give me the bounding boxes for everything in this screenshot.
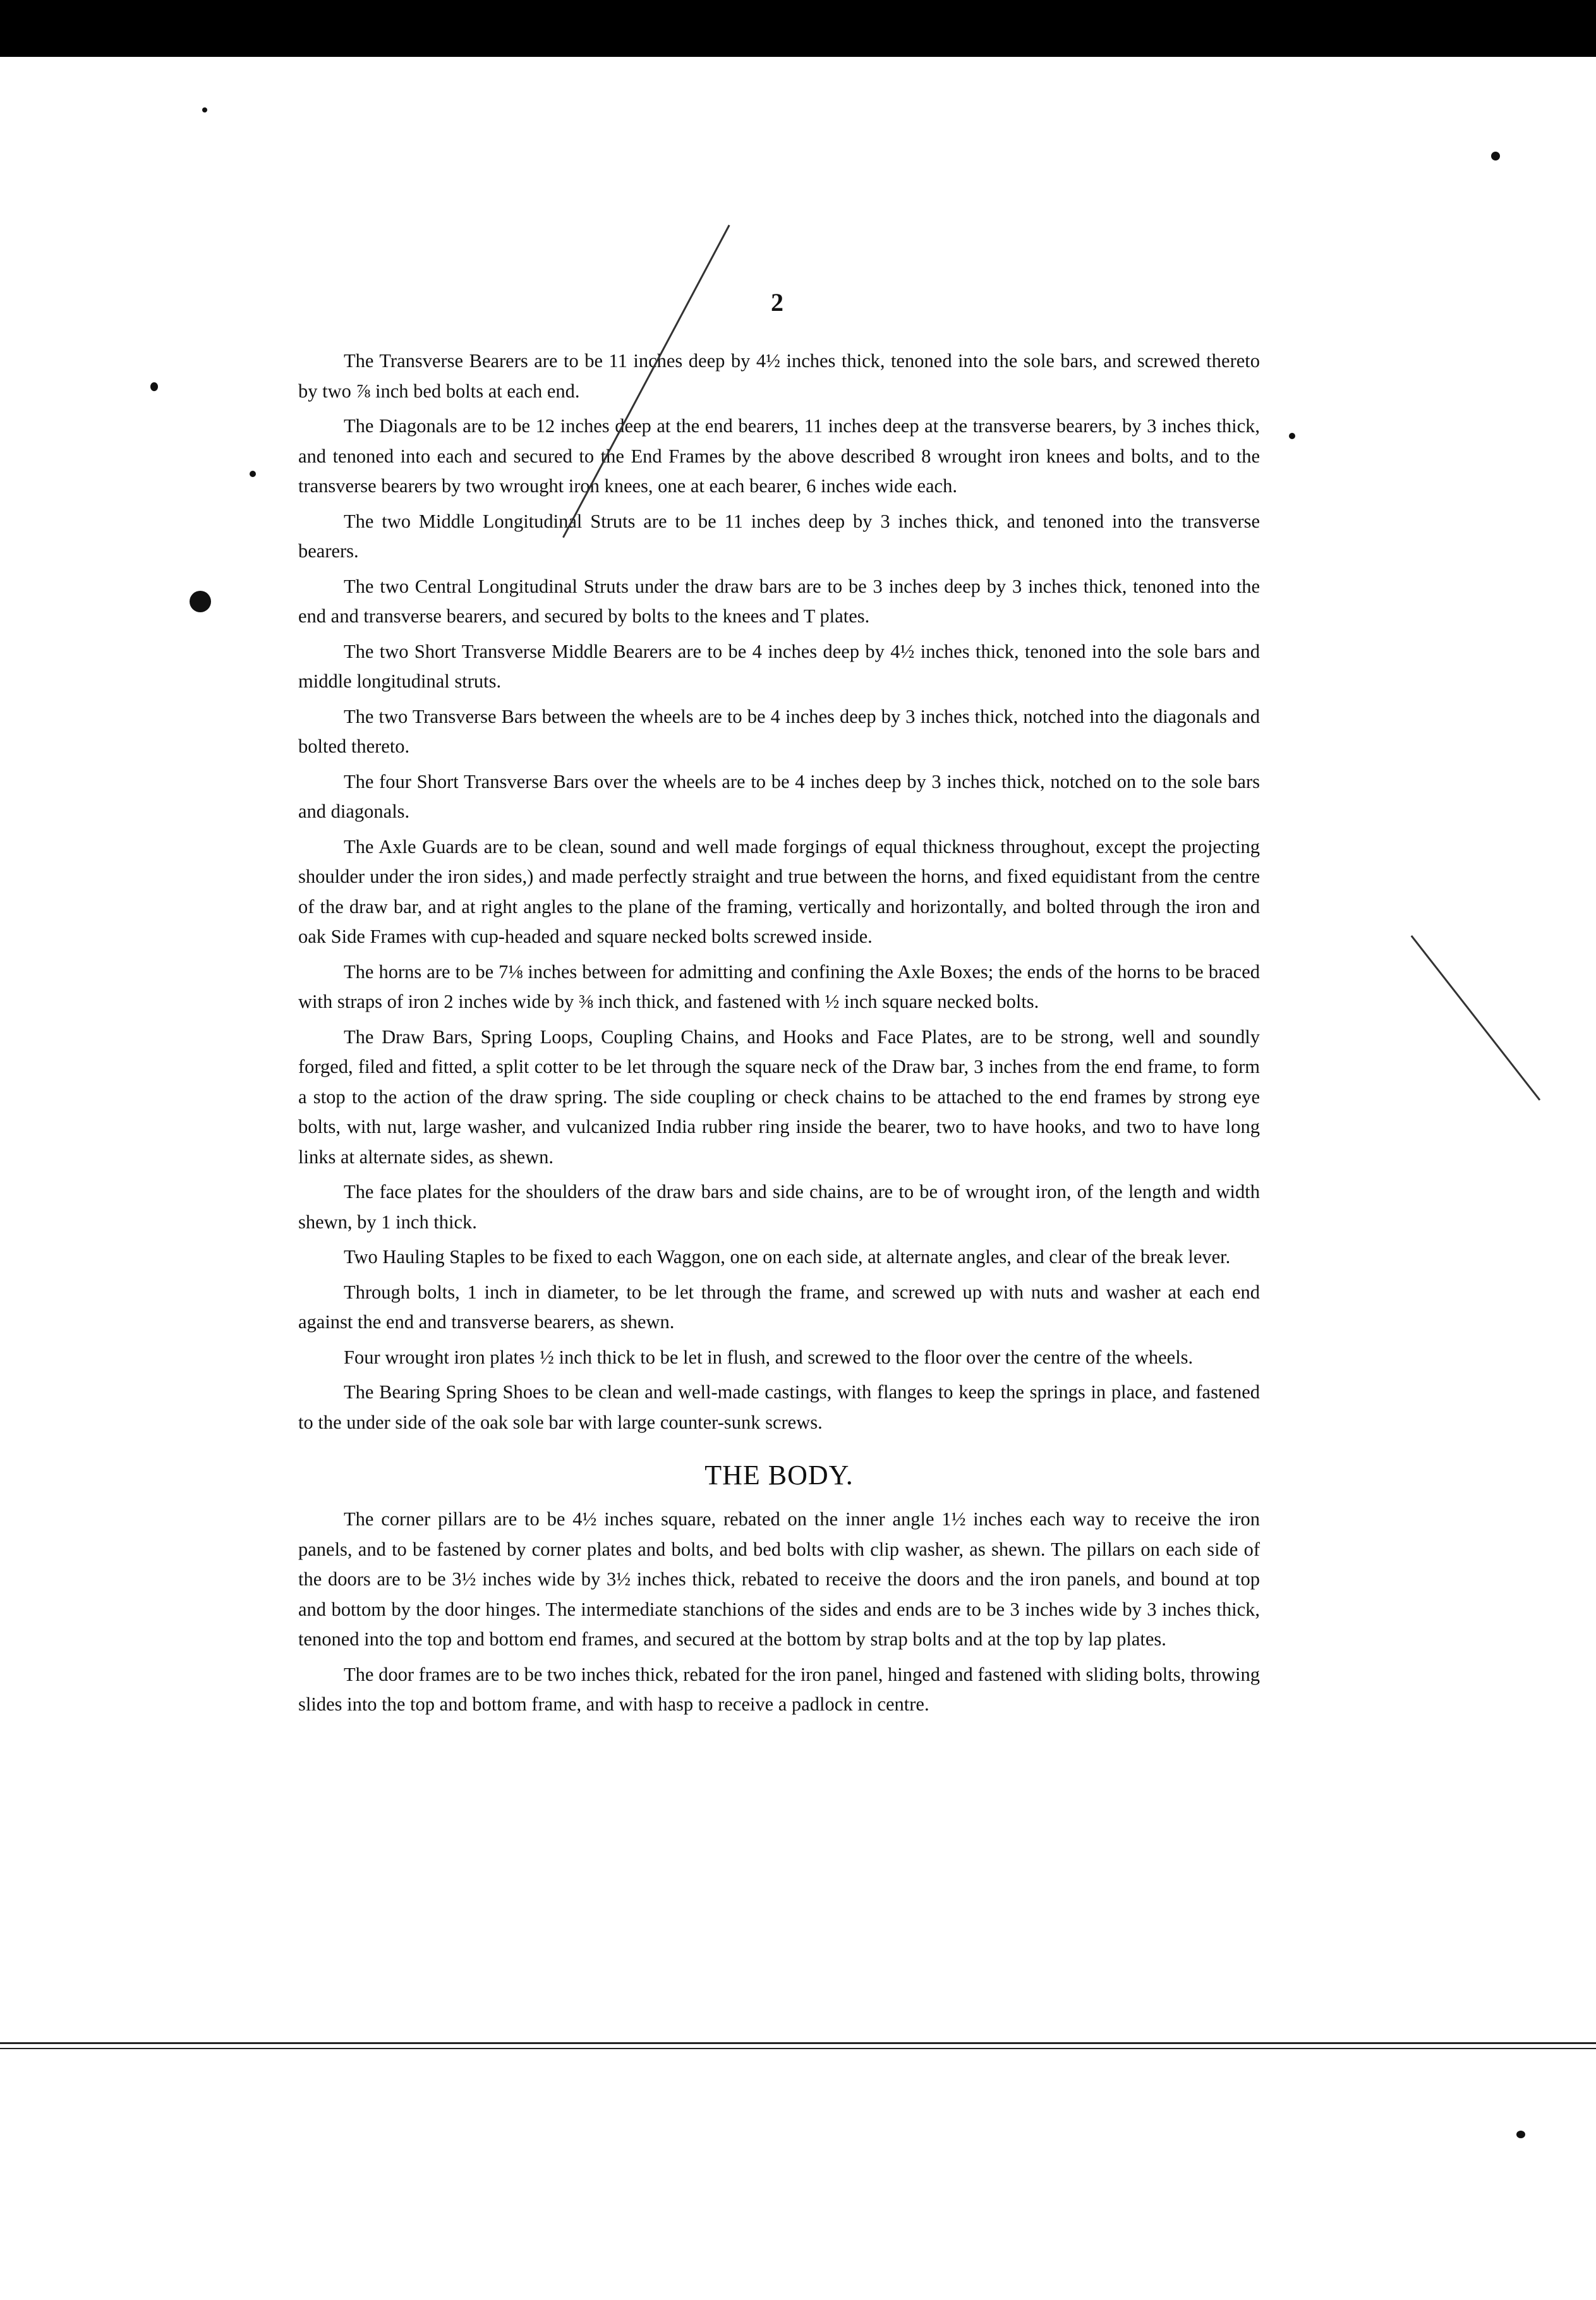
section-heading: THE BODY. bbox=[704, 1460, 854, 1491]
frame-paragraph: The Bearing Spring Shoes to be clean and well-made castings, with flanges to keep the springs in place, and fastened to the under side of the oak sole bar with large counter-sunk screws. bbox=[298, 1381, 1260, 1433]
bottom-rule-secondary bbox=[0, 2048, 1596, 2049]
body-paragraph: The door frames are to be two inches thick, rebated for the iron panel, hinged and fastened with sliding bolts, throwing slides into the top and bottom frame, and with hasp to receive a padlock in centre. bbox=[298, 1663, 1260, 1715]
ink-blot bbox=[190, 591, 211, 612]
frame-paragraph: The two Central Longitudinal Struts under the draw bars are to be 3 inches deep by 3 inches thick, tenoned into the end and transverse bearers, and secured by bolts to the knees and T plates. bbox=[298, 575, 1260, 627]
bottom-rule bbox=[0, 2042, 1596, 2044]
ink-speck bbox=[1491, 152, 1500, 160]
ink-speck bbox=[1516, 2131, 1525, 2138]
frame-specification-section bbox=[298, 346, 1260, 1438]
document-body bbox=[298, 346, 1260, 1725]
frame-paragraph: Through bolts, 1 inch in diameter, to be let through the frame, and screwed up with nuts and washer at each end against the end and transverse bearers, as shewn. bbox=[298, 1281, 1260, 1333]
margin-stroke bbox=[1411, 935, 1541, 1101]
ink-speck bbox=[1289, 433, 1295, 439]
page-number: 2 bbox=[771, 288, 783, 317]
frame-paragraph: The Diagonals are to be 12 inches deep at the end bearers, 11 inches deep at the transverse bearers, by 3 inches thick, and tenoned into each and secured to the End Frames by the above described 8 wrought iron knees and bolts, and to the transverse bearers by two wrought iron knees, one at each bearer, 6 inches wide each. bbox=[298, 415, 1260, 497]
frame-paragraph: The four Short Transverse Bars over the wheels are to be 4 inches deep by 3 inches thick, notched on to the sole bars and diagonals. bbox=[298, 770, 1260, 822]
body-specification-section bbox=[298, 1504, 1260, 1720]
frame-paragraph: The two Transverse Bars between the wheels are to be 4 inches deep by 3 inches thick, notched into the diagonals and bolted thereto. bbox=[298, 705, 1260, 757]
frame-paragraph: Four wrought iron plates ½ inch thick to be let in flush, and screwed to the floor over the centre of the wheels. bbox=[344, 1346, 1194, 1368]
frame-paragraph: Two Hauling Staples to be fixed to each Waggon, one on each side, at alternate angles, and clear of the break lever. bbox=[344, 1246, 1231, 1268]
frame-paragraph: The horns are to be 7⅛ inches between for admitting and confining the Axle Boxes; the ends of the horns to be braced with straps of iron 2 inches wide by ⅜ inch thick, and fastened with ½ inch square necked bolts. bbox=[298, 960, 1260, 1012]
frame-paragraph: The two Middle Longitudinal Struts are to be 11 inches deep by 3 inches thick, and tenoned into the transverse bearers. bbox=[298, 510, 1260, 562]
frame-paragraph: The Draw Bars, Spring Loops, Coupling Chains, and Hooks and Face Plates, are to be strong, well and soundly forged, filed and fitted, a split cotter to be let through the square neck of the Draw bar, 3 inches from the end frame, to form a stop to the action of the draw spring. The side coupling or check chains to be attached to the end frames by strong eye bolts, with nut, large washer, and vulcanized India rubber ring inside the bearer, two to have hooks, and two to have long links at alternate sides, as shewn. bbox=[298, 1026, 1260, 1168]
body-paragraph: The corner pillars are to be 4½ inches square, rebated on the inner angle 1½ inches each way to receive the iron panels, and to be fastened by corner plates and bolts, and bed bolts with clip washer, as shewn. The pillars on each side of the doors are to be 3½ inches wide by 3½ inches thick, rebated to receive the doors and the iron panels, and bound at top and bottom by the door hinges. The intermediate stanchions of the sides and ends are to be 3 inches wide by 3 inches thick, tenoned into the top and bottom end frames, and secured at the bottom by strap bolts and at the top by lap plates. bbox=[298, 1508, 1260, 1650]
ink-speck bbox=[150, 382, 158, 391]
frame-paragraph: The Transverse Bearers are to be 11 inches deep by 4½ inches thick, tenoned into the sole bars, and screwed thereto by two ⅞ inch bed bolts at each end. bbox=[298, 350, 1260, 402]
ink-speck bbox=[250, 471, 256, 477]
frame-paragraph: The Axle Guards are to be clean, sound and well made forgings of equal thickness throughout, except the projecting shoulder under the iron sides,) and made perfectly straight and true between the horns, and fixed equidistant from the centre of the draw bar, and at right angles to the plane of the framing, vertically and horizontally, and bolted through the iron and oak Side Frames with cup-headed and square necked bolts screwed inside. bbox=[298, 835, 1260, 947]
scan-top-border bbox=[0, 0, 1596, 57]
frame-paragraph: The two Short Transverse Middle Bearers are to be 4 inches deep by 4½ inches thick, tenoned into the sole bars and middle longitudinal struts. bbox=[298, 640, 1260, 692]
ink-speck bbox=[202, 107, 207, 112]
frame-paragraph: The face plates for the shoulders of the draw bars and side chains, are to be of wrought iron, of the length and width shewn, by 1 inch thick. bbox=[298, 1181, 1260, 1233]
